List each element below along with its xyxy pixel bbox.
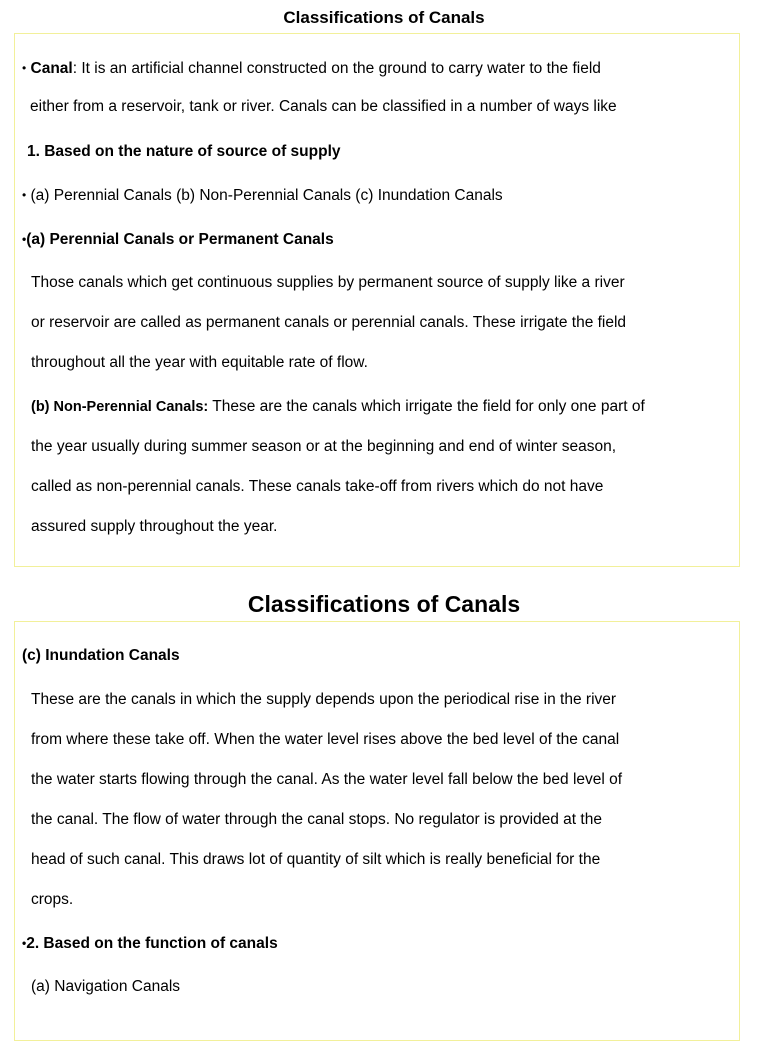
nonperennial-line-1 xyxy=(31,397,645,417)
inundation-text-line: head of such canal. This draws lot of quantity of silt which is really beneficial for the xyxy=(31,851,601,868)
inundation-text-line: These are the canals in which the supply depends upon the periodical rise in the river xyxy=(31,691,617,708)
slide-title-2: Classifications of Canals xyxy=(247,591,521,617)
perennial-heading xyxy=(22,229,334,250)
perennial-text-line: throughout all the year with equitable rate of flow. xyxy=(31,354,368,371)
inundation-text-line: from where these take off. When the water level rises above the bed level of the canal xyxy=(31,731,620,748)
inundation-text-line: crops. xyxy=(31,891,74,908)
inundation-text-line: the water starts flowing through the canal. As the water level fall below the bed level of xyxy=(31,771,623,788)
section-1-heading: 1. Based on the nature of source of supply xyxy=(27,143,341,160)
canal-definition-line-2: either from a reservoir, tank or river. Canals can be classified in a number of ways like xyxy=(30,98,617,115)
nonperennial-text-line: assured supply throughout the year. xyxy=(31,518,278,535)
inundation-text-line: the canal. The flow of water through the canal stops. No regulator is provided at the xyxy=(31,811,602,828)
nonperennial-text-line: called as non-perennial canals. These canals take-off from rivers which do not have xyxy=(31,478,604,495)
section-2-heading xyxy=(22,933,278,954)
section-2-heading-text: 2. Based on the function of canals xyxy=(26,935,278,952)
navigation-canals-item: (a) Navigation Canals xyxy=(31,978,181,995)
perennial-text-line: or reservoir are called as permanent canals or perennial canals. These irrigate the field xyxy=(31,314,627,331)
canal-definition-text: : It is an artificial channel constructed on the ground to carry water to the field xyxy=(72,60,601,77)
inundation-heading: (c) Inundation Canals xyxy=(22,647,180,664)
perennial-heading-text: (a) Perennial Canals or Permanent Canals xyxy=(26,231,334,248)
bullet-icon: • xyxy=(22,61,27,75)
perennial-text-line: Those canals which get continuous supplies by permanent source of supply like a river xyxy=(31,274,625,291)
canal-term: Canal xyxy=(30,60,73,77)
nonperennial-text-line: the year usually during summer season or at the beginning and end of winter season, xyxy=(31,438,617,455)
types-list xyxy=(22,185,503,206)
bullet-icon: • xyxy=(22,232,27,246)
types-list-text: (a) Perennial Canals (b) Non-Perennial Canals (c) Inundation Canals xyxy=(30,187,503,204)
canal-definition-line-1 xyxy=(22,58,601,79)
slide-title-1: Classifications of Canals xyxy=(283,8,485,27)
bullet-icon: • xyxy=(22,936,27,950)
bullet-icon: • xyxy=(22,188,27,202)
nonperennial-text-first: These are the canals which irrigate the field for only one part of xyxy=(208,398,645,415)
nonperennial-term: (b) Non-Perennial Canals: xyxy=(31,399,209,415)
